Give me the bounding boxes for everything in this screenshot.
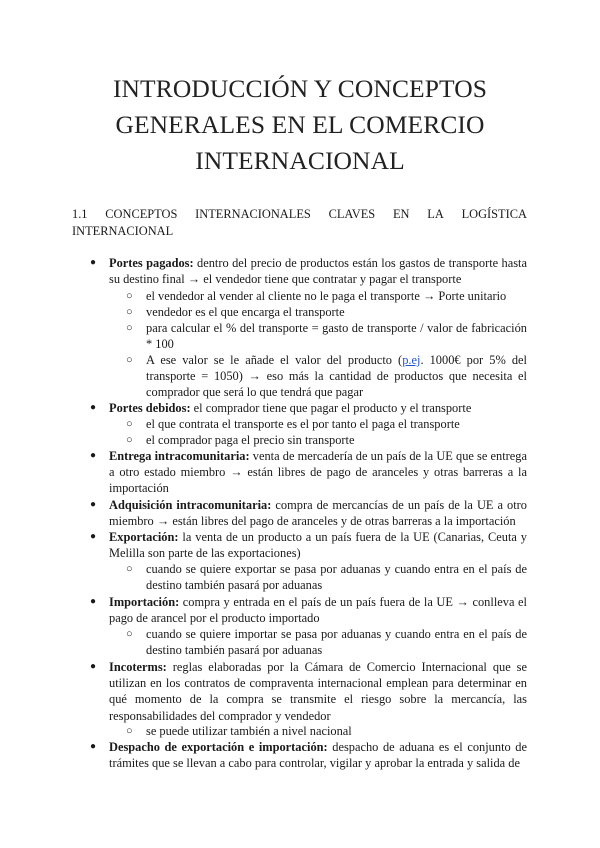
bullet-dot-icon: ● [90, 531, 97, 542]
bullet-circle-icon: ○ [126, 725, 133, 737]
item-text: reglas elaboradas por la Cámara de Comercio Internacional que se utilizan en los contratos de compraventa internacional emplean para determinar en qué momento de la compra se transmite el riesgo sobre la mercancía, las responsabilidades del comprador y vendedor [109, 660, 527, 723]
bullet-circle-icon: ○ [126, 628, 133, 640]
bullet-dot-icon: ● [90, 257, 97, 268]
bullet-circle-icon: ○ [126, 306, 133, 318]
item-text: A ese valor se le añade el valor del producto ( [146, 353, 403, 367]
item-text: el que contrata el transporte es el por tanto el paga el transporte [146, 417, 460, 431]
list-item-importacion [90, 594, 527, 626]
term-label: Adquisición intracomunitaria: [109, 498, 272, 512]
sub-item [126, 304, 527, 320]
item-text: cuando se quiere exportar se pasa por aduanas y cuando entra en el país de destino también pasará por aduanas [146, 562, 527, 593]
item-text: vendedor es el que encarga el transporte [146, 305, 345, 319]
list-item-entrega-intracomunitaria [90, 448, 527, 497]
item-text: despacho de aduana es el conjunto de trámites que se llevan a cabo para controlar, vigilar y aprobar la entrada y salida de [109, 740, 527, 771]
sub-item [126, 288, 527, 304]
sub-item [126, 626, 527, 658]
item-text: . 1000€ por 5% del transporte = 1050) → eso más la cantidad de productos que necesita el comprador que será lo que tendrá que pagar [146, 353, 527, 400]
item-text: compra y entrada en el país de un país fuera de la UE → conlleva el pago de arancel por el producto importado [109, 595, 527, 626]
item-text: el vendedor al vender al cliente no le paga el transporte → Porte unitario [146, 289, 507, 303]
title-line-1: INTRODUCCIÓN Y CONCEPTOS [112, 74, 488, 103]
bullet-dot-icon: ● [90, 596, 97, 607]
bullet-circle-icon: ○ [126, 563, 133, 575]
section-heading-line-2: INTERNACIONAL [72, 224, 174, 238]
list-item-portes-debidos [90, 400, 527, 416]
bullet-circle-icon: ○ [126, 354, 133, 366]
item-text: se puede utilizar también a nivel nacional [146, 724, 352, 738]
section-word: EN [392, 207, 410, 221]
sub-item [126, 416, 527, 432]
bullet-dot-icon: ● [90, 450, 97, 461]
list-item-portes-pagados [90, 255, 528, 287]
bullet-dot-icon: ● [90, 402, 97, 413]
item-text: cuando se quiere importar se pasa por aduanas y cuando entra en el país de destino también pasará por aduanas [146, 627, 527, 658]
list-item-despacho [90, 739, 527, 771]
item-text: venta de mercadería de un país de la UE que se entrega a otro estado miembro → están libres de pago de aranceles y otras barreras a la importación [109, 449, 527, 496]
sub-item [126, 432, 527, 448]
section-word: INTERNACIONALES [195, 207, 311, 221]
bullet-dot-icon: ● [90, 661, 97, 672]
section-word: 1.1 [72, 207, 88, 221]
term-label: Importación: [109, 595, 180, 609]
item-text: la venta de un producto a un país fuera de la UE (Canarias, Ceuta y Melilla son parte de las exportaciones) [109, 530, 527, 561]
list-item-adquisicion-intracomunitaria [90, 497, 527, 529]
item-text: el comprador tiene que pagar el producto y el transporte [190, 401, 472, 415]
term-label: Incoterms: [109, 660, 167, 674]
title-line-2: GENERALES EN EL COMERCIO [115, 110, 485, 139]
bullet-circle-icon: ○ [126, 290, 133, 302]
list-item-exportacion [90, 529, 527, 561]
list-item-incoterms [90, 659, 527, 724]
term-label: Portes debidos: [109, 401, 191, 415]
bullet-dot-icon: ● [90, 741, 97, 752]
bullet-circle-icon: ○ [126, 322, 133, 334]
bullet-circle-icon: ○ [126, 434, 133, 446]
page-title [60, 71, 540, 179]
section-heading [72, 206, 527, 240]
title-line-3: INTERNACIONAL [195, 146, 405, 175]
section-word: CLAVES [328, 207, 376, 221]
term-label: Despacho de exportación e importación: [109, 740, 328, 754]
sub-item [126, 320, 527, 352]
item-text: dentro del precio de productos están los gastos de transporte hasta su destino final → el vendedor tiene que contratar y pagar el transporte [109, 256, 528, 287]
section-word: LA [427, 207, 444, 221]
sub-item [126, 352, 527, 401]
item-text: compra de mercancías de un país de la UE a otro miembro → están libres del pago de aranceles y de otras barreras a la importación [109, 498, 527, 529]
example-link[interactable]: p.ej [402, 353, 421, 367]
item-text: el comprador paga el precio sin transporte [146, 433, 355, 447]
bullet-circle-icon: ○ [126, 418, 133, 430]
sub-item [126, 723, 527, 739]
bullet-dot-icon: ● [90, 499, 97, 510]
item-text: para calcular el % del transporte = gasto de transporte / valor de fabricación * 100 [146, 321, 527, 352]
term-label: Portes pagados: [109, 256, 194, 270]
sub-item [126, 561, 527, 593]
term-label: Entrega intracomunitaria: [109, 449, 250, 463]
section-word: LOGÍSTICA [461, 207, 527, 221]
term-label: Exportación: [109, 530, 179, 544]
section-word: CONCEPTOS [105, 207, 178, 221]
